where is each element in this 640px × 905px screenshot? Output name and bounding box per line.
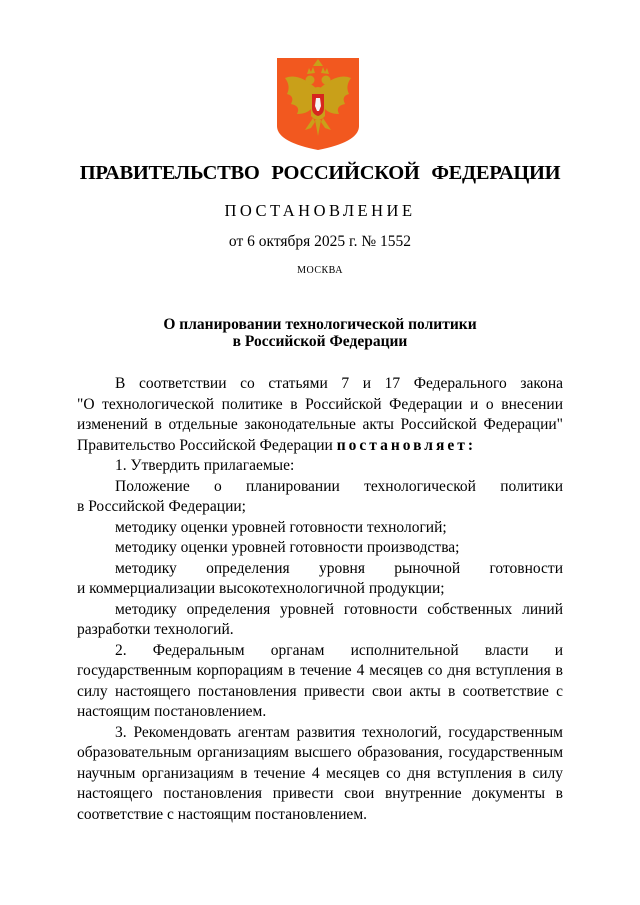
subitem-4-line-1: методику определения уровня рыночной готовности xyxy=(115,559,563,577)
document-body xyxy=(77,374,563,825)
document-date: от 6 октября 2025 г. № 1552 xyxy=(228,233,412,250)
document-title xyxy=(0,316,640,350)
subitem-5-line-1: методику определения уровней готовности собственных линий xyxy=(115,600,563,618)
intro-line-2: "О технологической политике в Российской Федерации и о внесении xyxy=(77,395,563,413)
subitem-1-line-1: Положение о планировании технологической политики xyxy=(115,477,563,495)
document-city: МОСКВА xyxy=(297,265,343,276)
government-name: ПРАВИТЕЛЬСТВО РОССИЙСКОЙ ФЕДЕРАЦИИ xyxy=(79,162,561,184)
subitem-3: методику оценки уровней готовности производства; xyxy=(115,539,460,556)
subitem-2: методику оценки уровней готовности технологий; xyxy=(115,518,447,536)
intro-text: Правительство Российской Федерации xyxy=(77,436,337,454)
intro-line-4 xyxy=(77,436,563,457)
item-2: 2. Федеральным органам исполнительной власти и государственным корпорациям в течение 4 месяцев со дня вступления в силу настоящего постановления привести свои акты в соответствие с настоящим постановлением. xyxy=(77,641,563,720)
subitem-4-line-2: и коммерциализации высокотехнологичной продукции; xyxy=(77,580,445,597)
item-1: 1. Утвердить прилагаемые: xyxy=(115,457,295,474)
intro-line-1: В соответствии со статьями 7 и 17 Федерального закона xyxy=(115,375,563,392)
title-line-2: в Российской Федерации xyxy=(232,333,408,350)
item-3: 3. Рекомендовать агентам развития технологий, государственным образовательным организациям высшего образования, государственным научным организациям в течение 4 месяцев со дня вступления в силу настоящего постановления привести свои внутренние документы в соответствие с настоящим постановлением. xyxy=(77,723,563,823)
document-type: ПОСТАНОВЛЕНИЕ xyxy=(224,201,416,220)
title-line-1: О планировании технологической политики xyxy=(163,316,477,333)
subitem-1-line-2: в Российской Федерации; xyxy=(77,498,246,515)
intro-line-3: изменений в отдельные законодательные акты Российской Федерации" xyxy=(77,416,563,433)
decides-word: постановляет: xyxy=(336,436,477,454)
coat-of-arms-icon xyxy=(275,56,361,152)
subitem-5-line-2: разработки технологий. xyxy=(77,621,234,638)
